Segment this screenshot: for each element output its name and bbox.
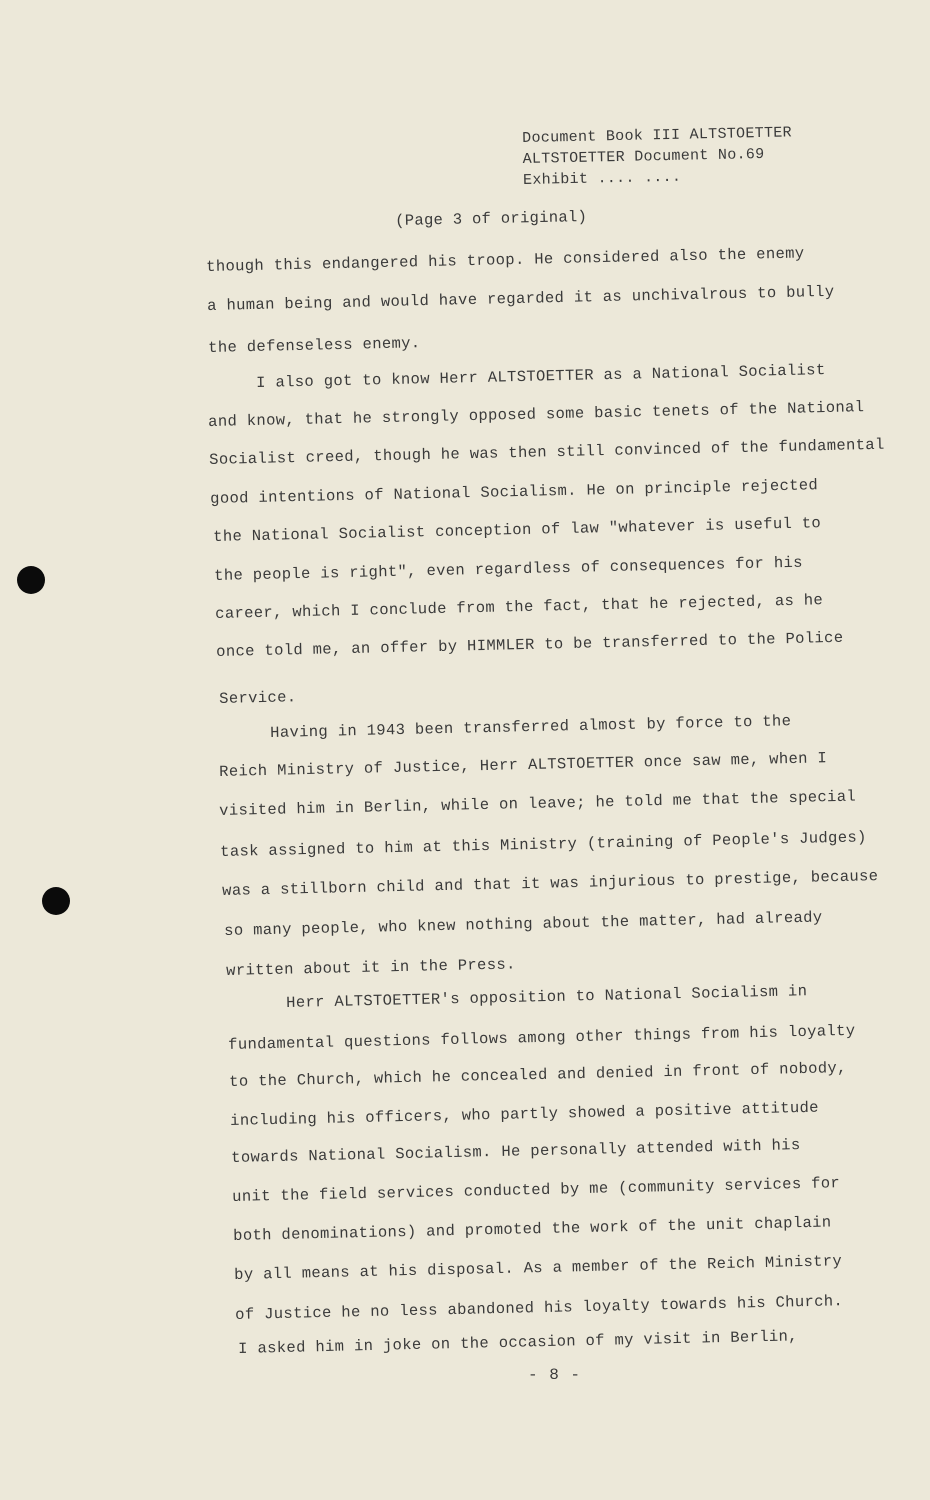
body-line: both denominations) and promoted the work of the unit chaplain [233, 1213, 832, 1245]
page-number: - 8 - [528, 1366, 582, 1384]
body-line: I asked him in joke on the occasion of my visit in Berlin, [238, 1327, 799, 1358]
body-line: good intentions of National Socialism. He on principle rejected [210, 476, 819, 508]
body-line: Having in 1943 been transferred almost by force to the [270, 712, 792, 742]
body-line: by all means at his disposal. As a member of the Reich Ministry [234, 1252, 843, 1284]
body-line: the defenseless enemy. [208, 334, 421, 357]
body-line: a human being and would have regarded it as unchivalrous to bully [207, 282, 835, 315]
header-line-2: ALTSTOETTER Document No.69 [522, 145, 765, 168]
body-line: of Justice he no less abandoned his loyalty towards his Church. [235, 1292, 844, 1324]
body-line: Socialist creed, though he was then still convinced of the fundamental [209, 435, 885, 469]
header-line-1: Document Book III ALTSTOETTER [522, 124, 793, 147]
body-line: Service. [219, 688, 297, 708]
body-line: was a stillborn child and that it was injurious to prestige, because [222, 867, 879, 900]
body-line: I also got to know Herr ALTSTOETTER as a National Socialist [256, 361, 826, 392]
body-line: to the Church, which he concealed and denied in front of nobody, [229, 1058, 847, 1091]
body-line: and know, that he strongly opposed some basic tenets of the National [208, 398, 865, 431]
body-line: though this endangered his troop. He considered also the enemy [206, 244, 805, 276]
punch-hole-bottom [42, 887, 70, 915]
document-header [522, 122, 793, 191]
body-line: Reich Ministry of Justice, Herr ALTSTOETTER once saw me, when I [219, 749, 828, 781]
body-line: visited him in Berlin, while on leave; he told me that the special [219, 787, 857, 820]
body-line: written about it in the Press. [226, 955, 516, 980]
body-line: so many people, who knew nothing about the matter, had already [224, 908, 823, 940]
body-line: towards National Socialism. He personally attended with his [231, 1136, 801, 1167]
page-note: (Page 3 of original) [395, 207, 588, 230]
body-line: fundamental questions follows among other things from his loyalty [228, 1021, 856, 1054]
body-line: unit the field services conducted by me (community services for [232, 1174, 841, 1206]
body-line: once told me, an offer by HIMMLER to be transferred to the Police [216, 628, 844, 661]
body-line: including his officers, who partly showed a positive attitude [230, 1098, 820, 1130]
body-line: the people is right", even regardless of consequences for his [214, 553, 804, 585]
body-line: task assigned to him at this Ministry (training of People's Judges) [220, 828, 867, 861]
body-line: the National Socialist conception of law "whatever is useful to [213, 514, 822, 546]
body-line: Herr ALTSTOETTER's opposition to National Socialism in [286, 982, 808, 1012]
header-line-3: Exhibit .... .... [522, 168, 682, 189]
punch-hole-top [17, 566, 45, 594]
body-line: career, which I conclude from the fact, that he rejected, as he [215, 591, 824, 623]
